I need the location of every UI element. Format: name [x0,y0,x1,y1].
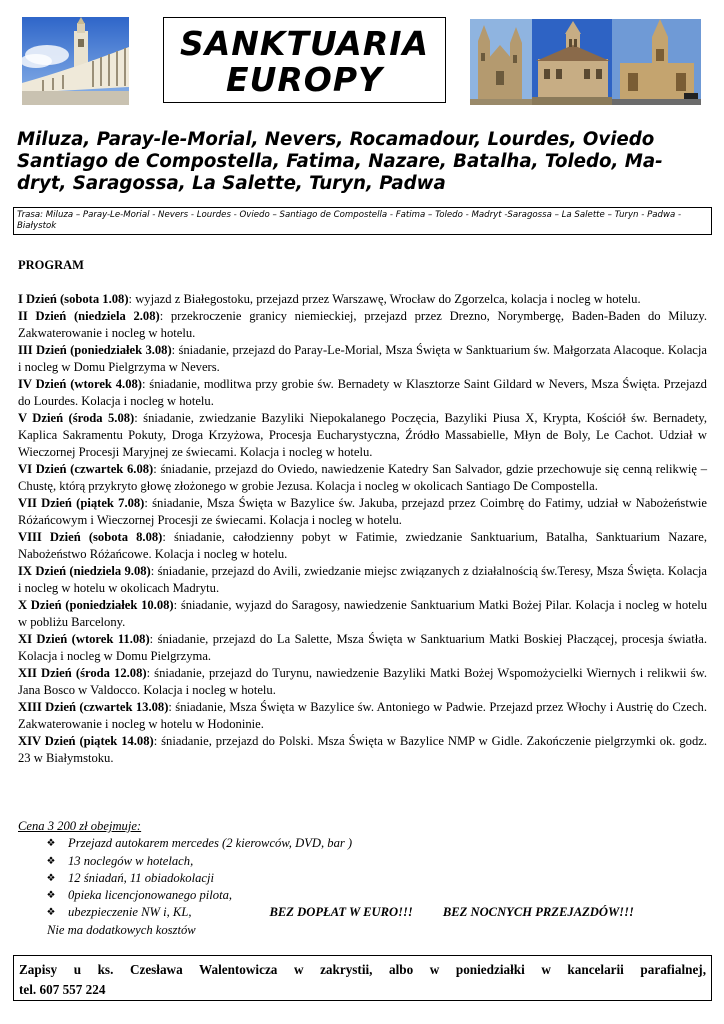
destinations-subtitle [17,129,707,195]
program-day [18,308,707,342]
price-heading: Cena 3 200 zł obejmuje: [18,819,142,833]
list-item [18,835,708,852]
cathedrals-collage-photo [470,19,701,105]
program-day [18,733,707,767]
list-item [18,870,708,887]
diamond-dots-icon: ❖ [46,907,56,919]
day-description: : śniadanie, przejazd do Paray-Le-Morial, Msza Święta w Sanktuarium św. Małgorzata Alacoque. Kolacja i nocleg w Domu Pielgrzyma w Nevers. [18,343,707,374]
day-label: VIII Dzień (sobota 8.08) [18,530,163,544]
day-label: VI Dzień (czwartek 6.08) [18,462,154,476]
program-day [18,665,707,699]
program-day [18,495,707,529]
program-day [18,529,707,563]
contact-phone: tel. 607 557 224 [19,982,106,997]
day-label: V Dzień (środa 5.08) [18,411,135,425]
day-label: III Dzień (poniedziałek 3.08) [18,343,172,357]
day-description: : śniadanie, przejazd do La Salette, Msza Święta w Sanktuarium Matki Boskiej Płaczącej, procesja światła. Kolacja i nocleg w Domu Pielgrzyma. [18,632,708,663]
include-text: 13 noclegów w hotelach, [68,853,194,868]
day-label: I Dzień (sobota 1.08) [18,292,129,306]
program-day [18,563,707,597]
title-line-1: SANKTUARIA [179,24,430,63]
diamond-dots-icon: ❖ [46,872,56,884]
sanctuary-colonnade-photo [22,17,129,105]
diamond-dots-icon: ❖ [46,890,56,902]
program-day [18,699,707,733]
day-label: XIV Dzień (piątek 14.08) [18,734,154,748]
program-day [18,631,707,665]
day-label: X Dzień (poniedziałek 10.08) [18,598,174,612]
include-text: 0pieka licencjonowanego pilota, [68,888,233,903]
day-label: IV Dzień (wtorek 4.08) [18,377,142,391]
program-day [18,461,707,495]
diamond-dots-icon: ❖ [46,855,56,867]
program-days-list [18,291,707,767]
day-description: : śniadanie, przejazd do Polski. Msza Święta w Bazylice NMP w Gidle. Zakończenie pielgrzymki ok. godz. 23 w Białymstoku. [18,734,707,765]
day-description: : śniadanie, wyjazd do Saragosy, nawiedzenie Sanktuarium Matki Bożej Pilar. Kolacja i nocleg w hotelu w pobliżu Barcelony. [18,598,708,629]
day-description: : śniadanie, przejazd do Avili, zwiedzanie miejsc związanych z działalnością św.Teresy, Msza Święta. Kolacja i nocleg w hotelu w okolicach Madrytu. [18,564,707,595]
day-description: : śniadanie, Msza Święta w Bazylice św. Antoniego w Padwie. Przejazd przez Włochy i Austrię do Czech. Zakwaterowanie i nocleg w hotelu w Hodoninie. [18,700,707,731]
program-day [18,291,707,308]
day-label: VII Dzień (piątek 7.08) [18,496,145,510]
subtitle-line-2: Santiago de Compostella, Fatima, Nazare, Batalha, Toledo, Ma- [17,151,663,172]
diamond-dots-icon: ❖ [46,838,56,850]
include-text: 12 śniadań, 11 obiadokolacji [68,870,214,885]
list-item [18,904,708,921]
price-section [18,818,708,939]
day-description: : śniadanie, całodzienny pobyt w Fatimie, zwiedzanie Sanktuarium, Batalha, Sanktuarium Nazare, Nabożeństwo Różańcowe. Kolacja i nocleg w hotelu. [18,530,707,561]
day-description: : śniadanie, Msza Święta w Bazylice św. Jakuba, przejazd przez Coimbrę do Fatimy, udział w Nabożeństwie Różańcowym i Wieczornej Procesji ze świecami. Kolacja i nocleg w hotelu. [18,496,707,527]
subtitle-line-1: Miluza, Paray-le-Morial, Nevers, Rocamadour, Lourdes, Oviedo [17,129,655,150]
day-description: : śniadanie, przejazd do Oviedo, nawiedzenie Katedry San Salvador, gdzie przechowuje się cenną relikwię – Chustę, którą przykryto głowę złożonego w grobie Jezusa. Kolacja i nocleg w okolicach Santiago De Compostella. [18,462,708,493]
day-description: : śniadanie, modlitwa przy grobie św. Bernadety w Klasztorze Saint Gildard w Nevers, Msza Święta. Przejazd do Lourdes. Kolacja i nocleg w hotelu. [18,377,707,408]
day-description: : śniadanie, zwiedzanie Bazyliki Niepokalanego Poczęcia, Bazyliki Piusa X, Krypta, Kościół św. Bernadety, Kaplica Sakramentu Pokuty, Droga Krzyżowa, Procesja Eucharystyczna, Źródło Massabielle, Młyn de Boly, Le Cachot. Udział w Wieczornej Procesji Maryjnej ze świecami. Kolacja i nocleg w hotelu. [18,411,707,459]
subtitle-line-3: dryt, Saragossa, La Salette, Turyn, Padwa [17,173,446,194]
page-title [163,17,446,103]
include-text: ubezpieczenie NW i, KL, [68,905,192,920]
day-description: : wyjazd z Białegostoku, przejazd przez Warszawę, Wrocław do Zgorzelca, kolacja i nocleg w hotelu. [128,292,641,306]
list-item [18,853,708,870]
program-day [18,376,707,410]
day-description: : przekroczenie granicy niemieckiej, przejazd przez Drezno, Norymbergę, Baden-Baden do Miluzy. Zakwaterowanie i nocleg w hotelu. [18,309,707,340]
program-day [18,597,707,631]
contact-line-1: Zapisy u ks. Czesława Walentowicza w zakrystii, albo w poniedziałki w kancelarii parafialnej, [19,962,706,977]
no-night-travel-note: BEZ NOCNYCH PRZEJAZDÓW!!! [442,905,634,920]
program-day [18,410,707,461]
day-label: XIII Dzień (czwartek 13.08) [18,700,169,714]
day-label: XII Dzień (środa 12.08) [18,666,147,680]
title-line-2: EUROPY [226,60,383,99]
include-text: Przejazd autokarem mercedes (2 kierowców, DVD, bar ) [68,836,353,851]
registration-contact-box [13,955,712,1001]
program-heading: PROGRAM [18,258,84,272]
day-label: IX Dzień (niedziela 9.08) [18,564,151,578]
day-description: : śniadanie, przejazd do Turynu, nawiedzenie Bazyliki Matki Bożej Wspomożycielki Wiernych i relikwii św. Jana Bosco w Valdocco. Kolacja i nocleg w hotelu. [18,666,707,697]
program-day [18,342,707,376]
no-euro-surcharge-note: BEZ DOPŁAT W EURO!!! [269,905,413,920]
route-box: Trasa: Miluza – Paray-Le-Morial - Nevers - Lourdes - Oviedo – Santiago de Compostella - Fatima – Toledo - Madryt -Saragossa – La Salette – Turyn - Padwa - Białystok [13,207,712,235]
day-label: II Dzień (niedziela 2.08) [18,309,160,323]
list-item [18,887,708,904]
day-label: XI Dzień (wtorek 11.08) [18,632,150,646]
no-extra-costs-note: Nie ma dodatkowych kosztów [47,922,196,937]
